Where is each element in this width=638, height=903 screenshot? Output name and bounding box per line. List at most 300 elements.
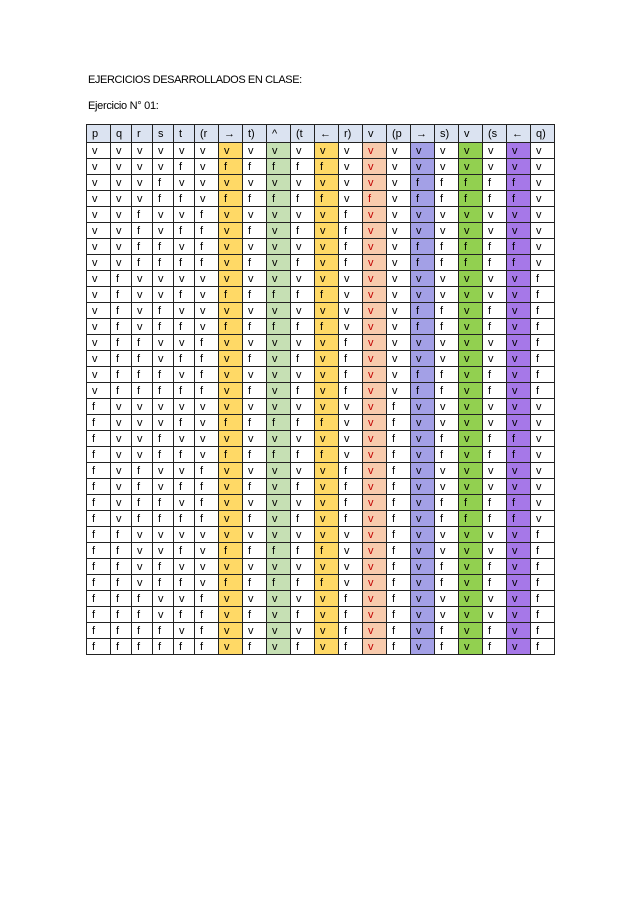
table-cell: v	[87, 239, 111, 255]
table-cell: v	[483, 351, 507, 367]
table-row	[87, 607, 555, 623]
table-cell: v	[411, 639, 435, 655]
table-cell: f	[339, 495, 363, 511]
table-cell: f	[387, 447, 411, 463]
table-cell: v	[363, 543, 387, 559]
table-cell: f	[195, 511, 219, 527]
table-cell: v	[267, 511, 291, 527]
table-cell: f	[174, 543, 195, 559]
table-cell: v	[483, 415, 507, 431]
table-cell: f	[132, 335, 153, 351]
table-cell: f	[219, 319, 243, 335]
table-cell: v	[111, 255, 132, 271]
table-cell: f	[363, 191, 387, 207]
table-cell: v	[459, 319, 483, 335]
table-cell: v	[531, 207, 555, 223]
table-cell: v	[363, 607, 387, 623]
column-header: →	[219, 125, 243, 143]
table-cell: f	[339, 607, 363, 623]
table-cell: v	[339, 271, 363, 287]
table-cell: f	[195, 207, 219, 223]
table-cell: v	[507, 575, 531, 591]
table-row	[87, 335, 555, 351]
table-cell: v	[411, 623, 435, 639]
table-cell: f	[531, 335, 555, 351]
table-row	[87, 239, 555, 255]
table-cell: v	[459, 575, 483, 591]
table-cell: v	[243, 239, 267, 255]
table-cell: v	[387, 255, 411, 271]
table-cell: f	[291, 607, 315, 623]
table-cell: v	[267, 399, 291, 415]
table-cell: f	[531, 543, 555, 559]
table-cell: v	[174, 271, 195, 287]
table-cell: v	[459, 399, 483, 415]
table-cell: v	[243, 399, 267, 415]
table-cell: f	[291, 575, 315, 591]
table-cell: f	[507, 447, 531, 463]
table-cell: v	[339, 191, 363, 207]
table-cell: f	[174, 287, 195, 303]
table-cell: v	[174, 239, 195, 255]
table-cell: v	[435, 399, 459, 415]
table-cell: v	[219, 223, 243, 239]
table-cell: v	[153, 527, 174, 543]
table-cell: v	[507, 383, 531, 399]
table-cell: v	[411, 463, 435, 479]
table-cell: v	[339, 575, 363, 591]
table-cell: f	[111, 575, 132, 591]
table-cell: f	[87, 575, 111, 591]
table-cell: f	[87, 527, 111, 543]
table-cell: v	[411, 559, 435, 575]
column-header: (t	[291, 125, 315, 143]
table-row	[87, 271, 555, 287]
table-cell: v	[459, 415, 483, 431]
table-cell: v	[243, 431, 267, 447]
table-cell: v	[111, 447, 132, 463]
table-cell: f	[315, 575, 339, 591]
table-cell: v	[243, 527, 267, 543]
table-cell: v	[243, 591, 267, 607]
table-cell: f	[483, 303, 507, 319]
table-cell: f	[387, 431, 411, 447]
table-cell: f	[411, 191, 435, 207]
table-cell: f	[339, 255, 363, 271]
table-cell: v	[435, 335, 459, 351]
table-cell: v	[531, 431, 555, 447]
table-cell: v	[339, 143, 363, 159]
table-cell: f	[219, 415, 243, 431]
table-cell: f	[267, 447, 291, 463]
table-cell: v	[195, 287, 219, 303]
table-cell: f	[387, 543, 411, 559]
table-cell: f	[531, 575, 555, 591]
table-cell: v	[243, 367, 267, 383]
table-row	[87, 431, 555, 447]
table-row	[87, 175, 555, 191]
table-row	[87, 495, 555, 511]
table-cell: v	[315, 175, 339, 191]
table-cell: v	[363, 527, 387, 543]
table-cell: f	[87, 559, 111, 575]
table-cell: v	[411, 431, 435, 447]
table-cell: f	[195, 223, 219, 239]
table-cell: v	[531, 175, 555, 191]
table-cell: v	[291, 271, 315, 287]
table-cell: f	[459, 191, 483, 207]
table-cell: f	[435, 175, 459, 191]
table-cell: f	[267, 191, 291, 207]
table-cell: v	[531, 399, 555, 415]
table-cell: f	[132, 591, 153, 607]
table-body	[87, 143, 555, 655]
table-cell: v	[132, 559, 153, 575]
table-cell: v	[507, 335, 531, 351]
table-cell: v	[507, 591, 531, 607]
table-cell: v	[315, 303, 339, 319]
table-cell: v	[111, 239, 132, 255]
table-cell: v	[195, 319, 219, 335]
table-cell: f	[459, 239, 483, 255]
table-cell: f	[339, 335, 363, 351]
table-row	[87, 575, 555, 591]
table-cell: v	[315, 591, 339, 607]
table-cell: v	[111, 159, 132, 175]
table-cell: v	[363, 335, 387, 351]
table-cell: f	[87, 447, 111, 463]
table-cell: f	[483, 559, 507, 575]
table-cell: v	[219, 207, 243, 223]
table-cell: v	[291, 367, 315, 383]
table-cell: v	[363, 399, 387, 415]
table-row	[87, 543, 555, 559]
table-cell: v	[291, 335, 315, 351]
table-cell: f	[153, 623, 174, 639]
table-cell: f	[339, 463, 363, 479]
table-cell: v	[195, 191, 219, 207]
table-cell: f	[387, 591, 411, 607]
table-cell: v	[459, 639, 483, 655]
table-cell: f	[531, 367, 555, 383]
table-cell: v	[174, 431, 195, 447]
table-cell: v	[174, 559, 195, 575]
table-cell: v	[435, 591, 459, 607]
table-cell: v	[411, 415, 435, 431]
table-cell: v	[243, 559, 267, 575]
table-cell: v	[132, 399, 153, 415]
column-header: q)	[531, 125, 555, 143]
table-cell: v	[87, 271, 111, 287]
table-cell: v	[195, 399, 219, 415]
table-cell: f	[435, 559, 459, 575]
table-cell: v	[243, 495, 267, 511]
table-cell: v	[315, 367, 339, 383]
table-cell: f	[87, 591, 111, 607]
table-cell: v	[315, 255, 339, 271]
table-cell: f	[459, 495, 483, 511]
table-cell: f	[195, 255, 219, 271]
table-cell: v	[339, 399, 363, 415]
table-cell: v	[267, 639, 291, 655]
table-cell: v	[315, 351, 339, 367]
table-cell: v	[363, 239, 387, 255]
table-cell: v	[531, 415, 555, 431]
table-cell: v	[174, 143, 195, 159]
table-cell: v	[267, 335, 291, 351]
table-cell: f	[411, 319, 435, 335]
table-cell: f	[291, 543, 315, 559]
table-cell: f	[483, 431, 507, 447]
table-cell: v	[507, 399, 531, 415]
table-cell: v	[267, 431, 291, 447]
table-cell: v	[387, 175, 411, 191]
column-header: v	[459, 125, 483, 143]
table-cell: f	[219, 159, 243, 175]
table-cell: f	[483, 511, 507, 527]
column-header: r)	[339, 125, 363, 143]
table-cell: v	[195, 431, 219, 447]
table-cell: v	[387, 367, 411, 383]
table-cell: f	[435, 623, 459, 639]
table-cell: v	[483, 543, 507, 559]
table-cell: f	[153, 175, 174, 191]
table-cell: v	[387, 351, 411, 367]
table-cell: f	[243, 511, 267, 527]
table-cell: v	[531, 223, 555, 239]
table-cell: v	[483, 287, 507, 303]
table-row	[87, 191, 555, 207]
column-header: ←	[507, 125, 531, 143]
table-cell: v	[132, 159, 153, 175]
table-cell: f	[132, 239, 153, 255]
table-cell: v	[339, 303, 363, 319]
table-cell: f	[483, 175, 507, 191]
table-cell: v	[531, 191, 555, 207]
table-cell: v	[411, 287, 435, 303]
table-cell: v	[363, 511, 387, 527]
column-header: ←	[315, 125, 339, 143]
table-cell: f	[339, 511, 363, 527]
table-cell: f	[291, 223, 315, 239]
table-cell: f	[315, 191, 339, 207]
column-header: (r	[195, 125, 219, 143]
table-cell: f	[435, 431, 459, 447]
table-cell: v	[507, 527, 531, 543]
table-cell: v	[315, 271, 339, 287]
table-cell: v	[363, 623, 387, 639]
column-header: r	[132, 125, 153, 143]
table-cell: v	[87, 303, 111, 319]
table-cell: f	[111, 367, 132, 383]
table-cell: v	[219, 591, 243, 607]
table-cell: f	[531, 287, 555, 303]
table-cell: v	[387, 191, 411, 207]
table-cell: v	[459, 207, 483, 223]
table-cell: f	[87, 495, 111, 511]
table-cell: v	[387, 383, 411, 399]
table-cell: v	[111, 143, 132, 159]
table-cell: v	[174, 207, 195, 223]
table-cell: f	[531, 623, 555, 639]
table-cell: v	[132, 527, 153, 543]
table-cell: f	[243, 223, 267, 239]
table-cell: v	[387, 319, 411, 335]
table-cell: v	[219, 511, 243, 527]
table-cell: v	[507, 143, 531, 159]
table-cell: v	[219, 239, 243, 255]
table-cell: v	[195, 143, 219, 159]
table-cell: v	[459, 143, 483, 159]
table-cell: v	[507, 607, 531, 623]
table-cell: f	[435, 255, 459, 271]
table-cell: v	[291, 207, 315, 223]
table-cell: v	[315, 639, 339, 655]
table-cell: v	[267, 527, 291, 543]
column-header: →	[411, 125, 435, 143]
table-cell: f	[267, 159, 291, 175]
table-cell: v	[132, 543, 153, 559]
table-cell: f	[387, 495, 411, 511]
table-cell: f	[411, 175, 435, 191]
table-cell: f	[435, 367, 459, 383]
table-cell: f	[339, 639, 363, 655]
table-cell: v	[483, 591, 507, 607]
table-row	[87, 447, 555, 463]
table-cell: v	[111, 399, 132, 415]
table-cell: f	[174, 479, 195, 495]
table-cell: v	[435, 159, 459, 175]
table-cell: v	[315, 463, 339, 479]
table-cell: f	[339, 383, 363, 399]
table-cell: f	[531, 527, 555, 543]
table-cell: f	[243, 575, 267, 591]
table-cell: f	[174, 607, 195, 623]
table-cell: v	[435, 287, 459, 303]
table-cell: f	[195, 367, 219, 383]
table-cell: v	[219, 527, 243, 543]
table-cell: f	[153, 367, 174, 383]
table-cell: f	[111, 639, 132, 655]
table-cell: v	[411, 607, 435, 623]
table-cell: v	[459, 383, 483, 399]
table-cell: v	[531, 479, 555, 495]
table-cell: v	[219, 255, 243, 271]
table-cell: v	[87, 351, 111, 367]
table-cell: f	[153, 447, 174, 463]
table-cell: f	[315, 415, 339, 431]
table-cell: v	[153, 287, 174, 303]
table-cell: v	[483, 271, 507, 287]
table-cell: v	[315, 431, 339, 447]
table-cell: f	[111, 287, 132, 303]
table-cell: v	[153, 543, 174, 559]
table-cell: f	[174, 511, 195, 527]
table-cell: v	[459, 303, 483, 319]
page-title: EJERCICIOS DESARROLLADOS EN CLASE:	[88, 74, 302, 86]
table-cell: f	[87, 639, 111, 655]
table-cell: v	[87, 207, 111, 223]
table-cell: v	[339, 159, 363, 175]
table-cell: v	[531, 239, 555, 255]
table-cell: f	[435, 319, 459, 335]
table-cell: f	[195, 463, 219, 479]
table-cell: f	[132, 223, 153, 239]
table-cell: f	[435, 303, 459, 319]
table-cell: v	[132, 415, 153, 431]
table-cell: v	[435, 207, 459, 223]
table-cell: v	[153, 159, 174, 175]
table-cell: f	[111, 527, 132, 543]
table-cell: v	[267, 207, 291, 223]
table-cell: v	[363, 319, 387, 335]
table-cell: v	[243, 335, 267, 351]
table-cell: f	[87, 623, 111, 639]
table-cell: v	[435, 463, 459, 479]
table-cell: v	[132, 575, 153, 591]
table-cell: f	[411, 383, 435, 399]
table-cell: f	[267, 415, 291, 431]
table-cell: v	[219, 351, 243, 367]
table-cell: f	[132, 383, 153, 399]
table-cell: f	[267, 575, 291, 591]
table-cell: f	[291, 447, 315, 463]
table-cell: v	[219, 399, 243, 415]
table-cell: v	[87, 335, 111, 351]
table-cell: f	[339, 239, 363, 255]
table-cell: v	[363, 367, 387, 383]
table-row	[87, 143, 555, 159]
table-row	[87, 159, 555, 175]
table-cell: f	[459, 511, 483, 527]
table-cell: v	[339, 447, 363, 463]
table-cell: f	[243, 639, 267, 655]
table-cell: v	[363, 255, 387, 271]
table-cell: f	[387, 463, 411, 479]
table-cell: v	[411, 223, 435, 239]
table-row	[87, 559, 555, 575]
table-cell: v	[363, 463, 387, 479]
table-cell: v	[315, 559, 339, 575]
table-cell: v	[435, 223, 459, 239]
table-cell: f	[243, 607, 267, 623]
table-cell: f	[174, 255, 195, 271]
table-cell: f	[435, 191, 459, 207]
table-cell: v	[315, 335, 339, 351]
table-cell: f	[507, 175, 531, 191]
table-row	[87, 399, 555, 415]
table-cell: v	[363, 207, 387, 223]
table-cell: v	[132, 287, 153, 303]
table-cell: v	[435, 479, 459, 495]
table-cell: f	[174, 639, 195, 655]
table-cell: v	[87, 287, 111, 303]
table-cell: f	[219, 447, 243, 463]
table-cell: v	[507, 351, 531, 367]
table-cell: v	[411, 335, 435, 351]
table-cell: f	[153, 495, 174, 511]
table-row	[87, 623, 555, 639]
table-cell: f	[339, 351, 363, 367]
table-cell: f	[174, 159, 195, 175]
table-cell: f	[111, 319, 132, 335]
table-cell: v	[363, 351, 387, 367]
table-cell: f	[387, 511, 411, 527]
table-cell: v	[507, 287, 531, 303]
table-cell: v	[195, 415, 219, 431]
table-cell: f	[339, 223, 363, 239]
table-cell: v	[435, 543, 459, 559]
